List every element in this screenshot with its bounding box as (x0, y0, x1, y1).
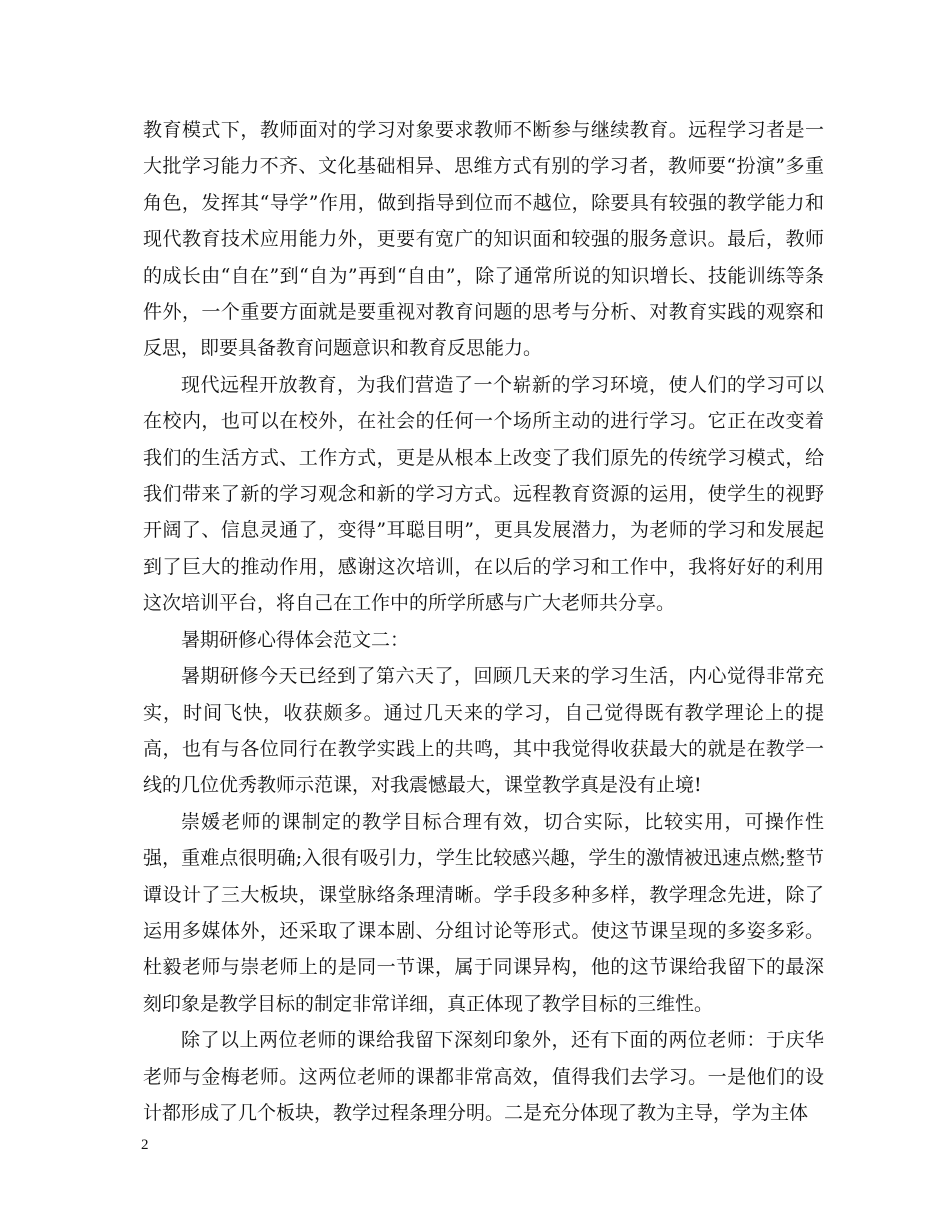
document-body (143, 112, 824, 1131)
paragraph-2: 现代远程开放教育，为我们营造了一个崭新的学习环境，使人们的学习可以在校内，也可以在校外，在社会的任何一个场所主动的进行学习。它正在改变着我们的生活方式、工作方式，更是从根本上改变了我们原先的传统学习模式，给我们带来了新的学习观念和新的学习方式。远程教育资源的运用，使学生的视野开阔了、信息灵通了，变得”耳聪目明”，更具发展潜力，为老师的学习和发展起到了巨大的推动作用，感谢这次培训，在以后的学习和工作中，我将好好的利用这次培训平台，将自己在工作中的所学所感与广大老师共分享。 (143, 373, 824, 615)
paragraph-5: 除了以上两位老师的课给我留下深刻印象外，还有下面的两位老师：于庆华老师与金梅老师。这两位老师的课都非常高效，值得我们去学习。一是他们的设计都形成了几个板块，教学过程条理分明。二是充分体现了教为主导，学为主体 (143, 1029, 824, 1124)
page-number: 2 (141, 1137, 149, 1153)
paragraph-3: 暑期研修今天已经到了第六天了，回顾几天来的学习生活，内心觉得非常充实，时间飞快，收获颇多。通过几天来的学习，自己觉得既有教学理论上的提高，也有与各位同行在教学实践上的共鸣，其中我觉得收获最大的就是在教学一线的几位优秀教师示范课，对我震憾最大，课堂教学真是没有止境! (143, 665, 824, 797)
paragraph-1: 教育模式下，教师面对的学习对象要求教师不断参与继续教育。远程学习者是一大批学习能力不齐、文化基础相异、思维方式有别的学习者，教师要“扮演”多重角色，发挥其“导学”作用，做到指导到位而不越位，除要具有较强的教学能力和现代教育技术应用能力外，更要有宽广的知识面和较强的服务意识。最后，教师的成长由“自在”到“自为”再到“自由”，除了通常所说的知识增长、技能训练等条件外，一个重要方面就是要重视对教育问题的思考与分析、对教育实践的观察和反思，即要具备教育问题意识和教育反思能力。 (143, 119, 824, 360)
section-heading: 暑期研修心得体会范文二： (181, 628, 410, 651)
paragraph-4: 崇媛老师的课制定的教学目标合理有效，切合实际，比较实用，可操作性强，重难点很明确;入很有吸引力，学生比较感兴趣，学生的激情被迅速点燃;整节谭设计了三大板块，课堂脉络条理清晰。学手段多种多样，教学理念先进，除了运用多媒体外，还采取了课本剧、分组讨论等形式。使这节课呈现的多姿多彩。杜毅老师与崇老师上的是同一节课，属于同课异构，他的这节课给我留下的最深刻印象是教学目标的制定非常详细，真正体现了教学目标的三维性。 (143, 810, 824, 1015)
